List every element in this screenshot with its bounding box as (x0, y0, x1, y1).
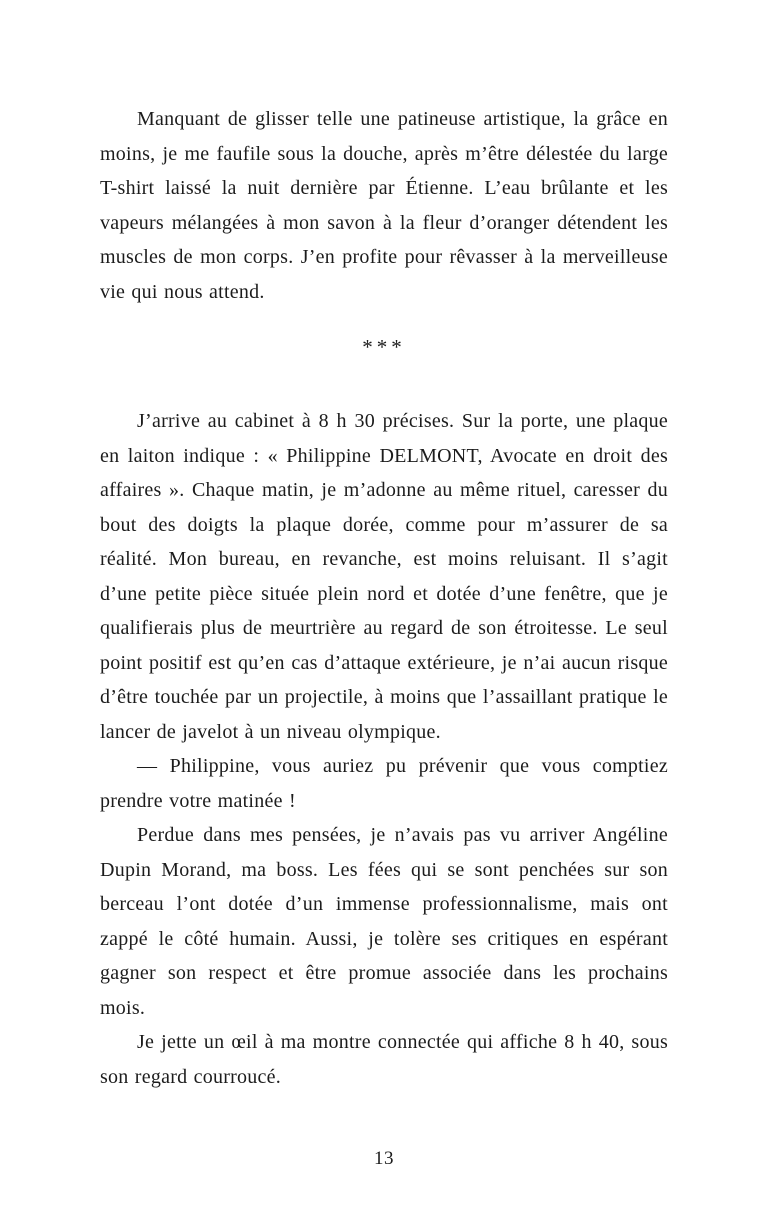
paragraph-shower-scene: Manquant de glisser telle une patineuse artistique, la grâce en moins, je me faufile sous la douche, après m’être délestée du large T-shirt laissé la nuit dernière par Étienne. L’eau brûlante et les vapeurs mélangées à mon savon à la fleur d’oranger détendent les muscles de mon corps. J’en profite pour rêvasser à la merveilleuse vie qui nous attend. (100, 108, 668, 303)
text-block (100, 102, 668, 1094)
paragraph-dialogue-boss: — Philippine, vous auriez pu prévenir que vous comptiez prendre votre matinée ! (100, 755, 668, 812)
page-number: 13 (374, 1148, 394, 1169)
section-separator: *** (362, 335, 406, 359)
paragraph-watch-check: Je jette un œil à ma montre connectée qui affiche 8 h 40, sous son regard courroucé. (100, 1031, 668, 1088)
paragraph-office-arrival: J’arrive au cabinet à 8 h 30 précises. Sur la porte, une plaque en laiton indique : « Philippine DELMONT, Avocate en droit des affaires ». Chaque matin, je m’adonne au même rituel, caresser du bout des doigts la plaque dorée, comme pour m’assurer de sa réalité. Mon bureau, en revanche, est moins reluisant. Il s’agit d’une petite pièce située plein nord et dotée d’une fenêtre, que je qualifierais plus de meurtrière au regard de son étroitesse. Le seul point positif est qu’en cas d’attaque extérieure, je n’ai aucun risque d’être touchée par un projectile, à moins que l’assaillant pratique le lancer de javelot à un niveau olympique. (100, 410, 668, 743)
paragraph-boss-description: Perdue dans mes pensées, je n’avais pas vu arriver Angéline Dupin Morand, ma boss. Les fées qui se sont penchées sur son berceau l’ont dotée d’un immense professionnalisme, mais ont zappé le côté humain. Aussi, je tolère ses critiques en espérant gagner son respect et être promue associée dans les prochains mois. (100, 824, 668, 1019)
